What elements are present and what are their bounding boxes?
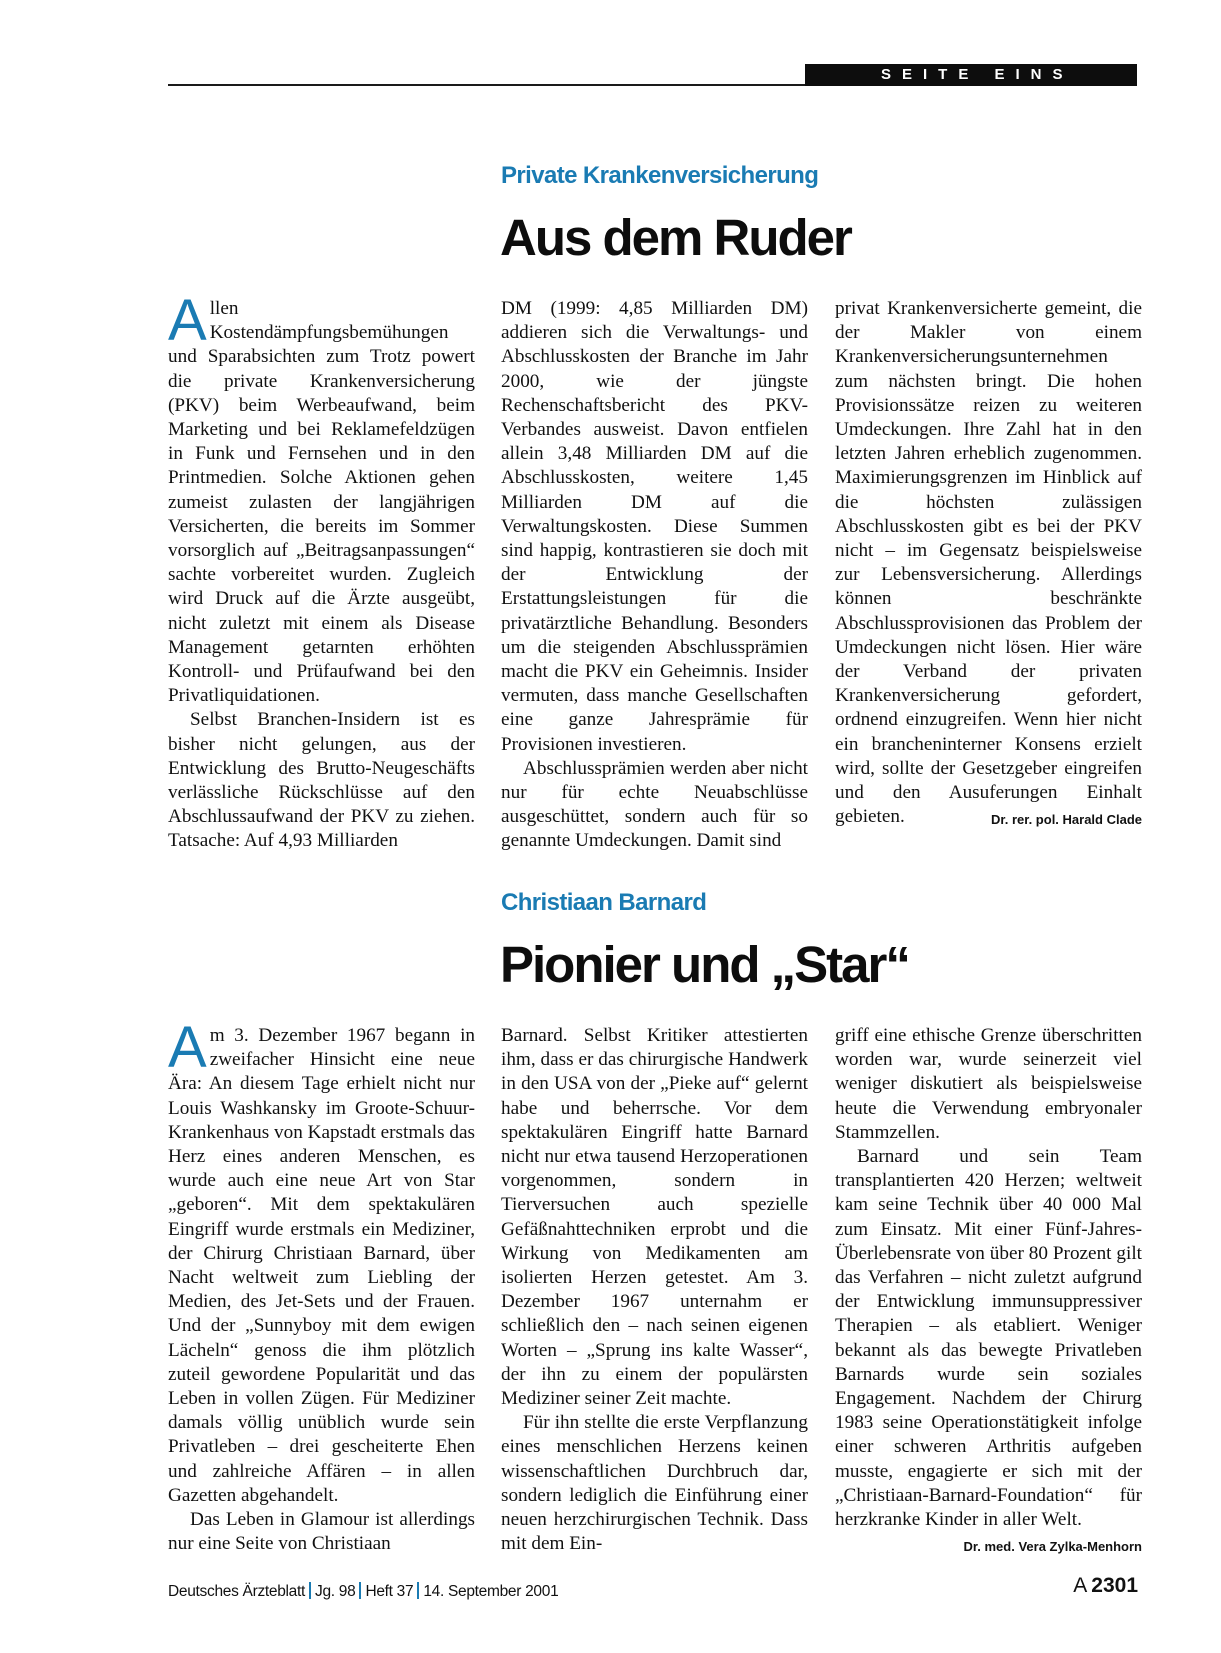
article2-headline: Pionier und „Star“ — [500, 936, 909, 993]
article2-dropcap: A — [168, 1015, 207, 1080]
article1-paragraph: Abschlussprämien werden aber nicht nur für echte Neuabschlüsse ausgeschüttet, sondern auch für so genannte Umdeckungen. Damit sind — [501, 757, 808, 852]
footer-separator — [417, 1582, 419, 1599]
article1-paragraph: privat Krankenversicherte gemeint, die der Makler von einem Krankenversicherungsunternehmen zum nächsten bringt. Die hohen Provisionssätze reizen zu weiteren Umdeckungen. Ihre Zahl hat in den letzten Jahren erheblich zugenommen. Maximierungsgrenzen im Hinblick auf die höchsten zulässigen Abschlusskosten gibt es bei der PKV nicht – im Gegensatz beispielsweise zur Lebensversicherung. Allerdings können beschränkte Abschlussprovisionen das Problem der Umdeckungen nicht lösen. Hier wäre der Verband der privaten Krankenversicherung gefordert, ordnend einzugreifen. Wenn hier nicht ein brancheninterner Konsens erzielt wird, sollte der Gesetzgeber eingreifen und den Ausuferungen Einhalt gebieten. — [835, 298, 1142, 828]
article2-paragraph: Für ihn stellte die erste Verpflanzung eines menschlichen Herzens keinen wissenschaftlichen Durchbruch dar, sondern lediglich die Einführung einer neuen herzchirurgischen Technik. Dass mit dem Ein- — [501, 1412, 808, 1555]
article2-paragraph: m 3. Dezember 1967 begann in zweifacher Hinsicht eine neue Ära: An diesem Tage erhielt nicht nur Louis Washkansky im Groote-Schuur-Krankenhaus von Kapstadt erstmals das Herz eines anderen Menschen, es wurde auch eine neue Art von Star „geboren“. Mit dem spektakulären Eingriff wurde erstmals ein Mediziner, der Chirurg Christiaan Barnard, über Nacht weltweit zum Liebling der Medien, des Jet-Sets und der Frauen. Und der „Sunnyboy mit dem ewigen Lächeln“ genoss die ihm plötzlich zuteil gewordene Popularität und das Leben in vollen Zügen. Für Mediziner damals völlig unüblich wurde sein Privatleben – drei gescheiterte Ehen und zahlreiche Affären – in allen Gazetten abgehandelt. — [168, 1025, 475, 1506]
article2-column-3 — [835, 1024, 1142, 1559]
footer-separator — [359, 1582, 361, 1599]
article1-column-1 — [168, 288, 475, 854]
article2-kicker: Christiaan Barnard — [501, 889, 707, 916]
article2-author: Dr. med. Vera Zylka-Menhorn — [963, 1539, 1142, 1555]
article1-kicker: Private Krankenversicherung — [501, 162, 819, 189]
article2-paragraph: griff eine ethische Grenze überschritten worden war, wurde seinerzeit viel weniger diskutiert als beispielsweise heute die Verwendung embryonaler Stammzellen. — [835, 1025, 1142, 1143]
article2-paragraph: Barnard und sein Team transplantierten 420 Herzen; weltweit kam seine Technik über 40 000 Mal zum Einsatz. Mit einer Fünf-Jahres-Überlebensrate von über 80 Prozent gilt das Verfahren – nicht zuletzt aufgrund der Entwicklung immunsuppressiver Therapien – als etabliert. Weniger bekannt als das bewegte Privatleben Barnards wurde sein soziales Engagement. Nachdem der Chirurg 1983 seine Operationstätigkeit infolge einer schweren Arthritis aufgeben musste, engagierte er sich mit der „Christiaan-Barnard-Foundation“ für herzkranke Kinder in aller Welt. — [835, 1146, 1142, 1531]
page-prefix: A — [1073, 1574, 1088, 1597]
article1-column-2 — [501, 297, 808, 854]
journal-issue: Heft 37 — [365, 1583, 414, 1600]
article2-paragraph: Barnard. Selbst Kritiker attestierten ihm, dass er das chirurgische Handwerk in den USA von der „Pieke auf“ gelernt habe und beherrsche. Vor dem spektakulären Eingriff hatte Barnard nicht nur etwa tausend Herzoperationen vorgenommen, sondern in Tierversuchen auch spezielle Gefäßnahttechniken erprobt und die Wirkung von Medikamenten am isolierten Herzen getestet. Am 3. Dezember 1967 unternahm er schließlich den – nach seinen eigenen Worten – „Sprung ins kalte Wasser“, der ihn zu einem der populärsten Mediziner seiner Zeit machte. — [501, 1025, 808, 1410]
article1-paragraph: Selbst Branchen-Insidern ist es bisher nicht gelungen, aus der Entwicklung des Brutto-Neugeschäfts verlässliche Rückschlüsse auf den Abschlussaufwand der PKV zu ziehen. Tatsache: Auf 4,93 Milliarden — [168, 709, 475, 852]
footer-separator — [309, 1582, 311, 1599]
article2-column-2 — [501, 1024, 808, 1556]
page-number-value: 2301 — [1091, 1574, 1138, 1597]
article2-paragraph: Das Leben in Glamour ist allerdings nur eine Seite von Christiaan — [168, 1509, 475, 1555]
article1-headline: Aus dem Ruder — [500, 209, 851, 266]
journal-date: 14. September 2001 — [423, 1583, 559, 1600]
article2-column-1 — [168, 1015, 475, 1556]
section-label: SEITE EINS — [805, 64, 1137, 86]
journal-name: Deutsches Ärzteblatt — [168, 1583, 306, 1600]
footer-citation — [168, 1582, 558, 1601]
article1-author: Dr. rer. pol. Harald Clade — [991, 812, 1142, 828]
page-number — [1073, 1574, 1138, 1598]
article1-paragraph: llen Kostendämpfungsbemühungen und Sparabsichten zum Trotz powert die private Krankenversicherung (PKV) beim Werbeaufwand, beim Marketing und bei Reklamefeldzügen in Funk und Fernsehen und in den Printmedien. Solche Aktionen gehen zumeist zulasten der langjährigen Versicherten, die bereits im Sommer vorsorglich auf „Beitragsanpassungen“ sachte vorbereitet wurden. Zugleich wird Druck auf die Ärzte ausgeübt, nicht zuletzt mit einem als Disease Management getarnten erhöhten Kontroll- und Prüfaufwand bei den Privatliquidationen. — [168, 298, 475, 707]
journal-volume: Jg. 98 — [315, 1583, 356, 1600]
article1-column-3 — [835, 297, 1142, 832]
article1-paragraph: DM (1999: 4,85 Milliarden DM) addieren sich die Verwaltungs- und Abschlusskosten der Branche im Jahr 2000, wie der jüngste Rechenschaftsbericht des PKV-Verbandes ausweist. Davon entfielen allein 3,48 Milliarden DM auf die Abschlusskosten, weitere 1,45 Milliarden DM auf die Verwaltungskosten. Diese Summen sind happig, kontrastieren sie doch mit der Entwicklung der Erstattungsleistungen für die privatärztliche Behandlung. Besonders um die steigenden Abschlussprämien macht die PKV ein Geheimnis. Insider vermuten, dass manche Gesellschaften eine ganze Jahresprämie für Provisionen investieren. — [501, 298, 808, 755]
article1-dropcap: A — [168, 288, 207, 353]
